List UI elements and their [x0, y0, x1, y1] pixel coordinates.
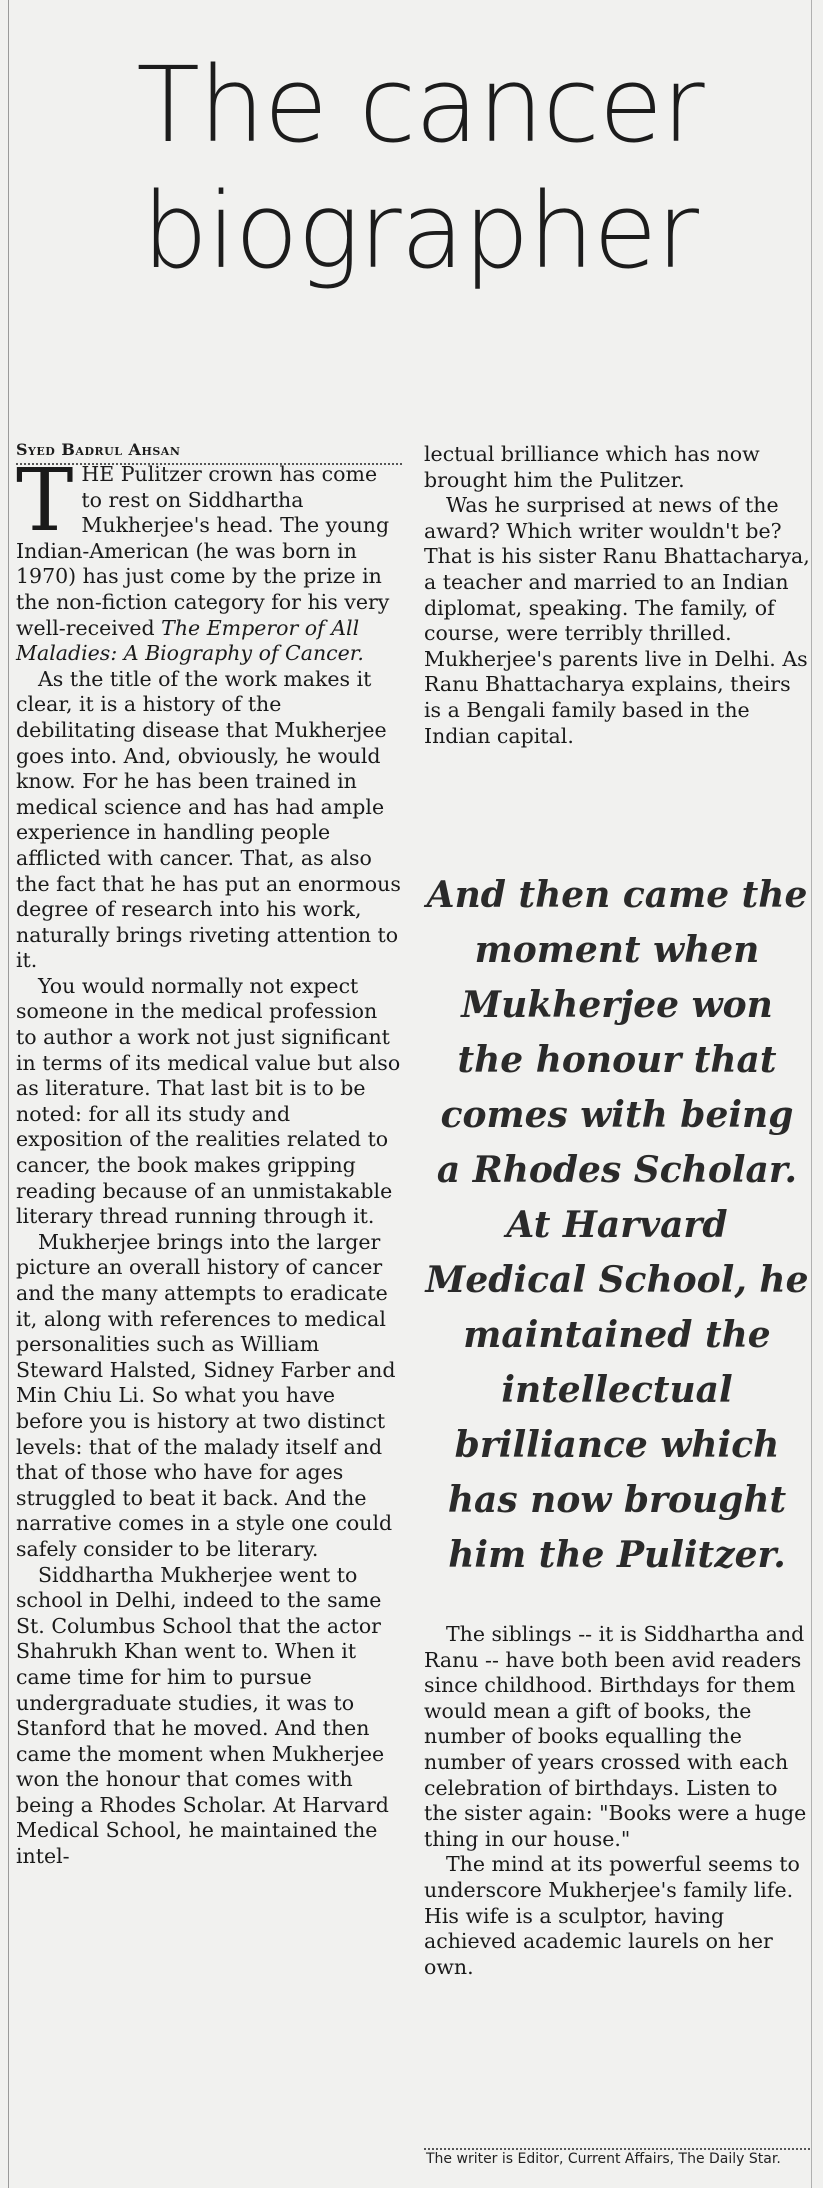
- page-right-rule: [811, 0, 812, 2188]
- article-column-right: [424, 442, 810, 749]
- dropcap-letter: T: [16, 451, 74, 551]
- paragraph: Siddhartha Mukherjee went to school in Delhi, indeed to the same St. Columbus School that the actor Shahrukh Khan went to. When it came time for him to pursue undergraduate studies, it was to Stanford that he moved. And then came the moment when Mukherjee won the honour that comes with being a Rhodes Scholar. At Harvard Medical School, he maintained the intel-: [16, 1562, 389, 1869]
- byline: Syed Badrul Ahsan: [16, 440, 402, 465]
- article-column-left: [16, 451, 402, 1870]
- dropcap-rest: HE: [81, 462, 115, 486]
- headline-line-1: The cancer: [136, 44, 704, 166]
- author-note: The writer is Editor, Current Affairs, The Daily Star.: [426, 2151, 781, 2167]
- paragraph: You would normally not expect someone in the medical profession to author a work not just significant in terms of its medical value but also as literature. That last bit is to be noted: for all its study and exposition of the realities related to cancer, the book makes gripping reading because of an unmistakable literary thread running through it.: [16, 973, 401, 1229]
- paragraph: As the title of the work makes it clear, it is a history of the debilitating disease that Mukherjee goes into. And, obviously, he would know. For he has been trained in medical science and has had ample experience in handling people afflicted with cancer. That, as also the fact that he has put an enormous degree of research into his work, naturally brings riveting attention to it.: [16, 666, 401, 973]
- paragraph: lectual brilliance which has now brought him the Pulitzer.: [424, 442, 760, 492]
- headline: [20, 42, 820, 294]
- lead-paragraph: [16, 451, 402, 667]
- paragraph: The mind at its powerful seems to underscore Mukherjee's family life. His wife is a sculptor, having achieved academic laurels on her own.: [424, 1852, 800, 1979]
- page-left-rule: [8, 0, 9, 2188]
- article-column-right-continued: [424, 1622, 810, 1980]
- headline-line-2: biographer: [141, 170, 699, 292]
- lead-text: Pulitzer crown has come to rest on Siddhartha Mukherjee's head. The young Indian-American (he was born in 1970) has just come by the prize in the non-fiction category for his very well-received: [16, 462, 390, 640]
- book-title: The Emperor of All Maladies: A Biography of Cancer.: [16, 615, 364, 666]
- paragraph: Mukherjee brings into the larger picture an overall history of cancer and the many attempts to eradicate it, along with references to medical personalities such as William Steward Halsted, Sidney Farber and Min Chiu Li. So what you have before you is history at two distinct levels: that of the malady itself and that of those who have for ages struggled to beat it back. And the narrative comes in a style one could safely consider to be literary.: [16, 1229, 396, 1561]
- pull-quote: And then came the moment when Mukherjee won the honour that comes with being a Rhodes Scholar. At Harvard Medical School, he maintained the intellectual brilliance which has now brought him the Pulitzer.: [425, 874, 809, 1576]
- paragraph: Was he surprised at news of the award? Which writer wouldn't be? That is his sister Ranu Bhattacharya, a teacher and married to an Indian diplomat, speaking. The family, of course, were terribly thrilled. Mukherjee's parents live in Delhi. As Ranu Bhattacharya explains, theirs is a Bengali family based in the Indian capital.: [424, 493, 810, 748]
- paragraph: The siblings -- it is Siddhartha and Ranu -- have both been avid readers since childhood. Birthdays for them would mean a gift of books, the number of books equalling the number of years crossed with each celebration of birthdays. Listen to the sister again: "Books were a huge thing in our house.": [424, 1622, 807, 1851]
